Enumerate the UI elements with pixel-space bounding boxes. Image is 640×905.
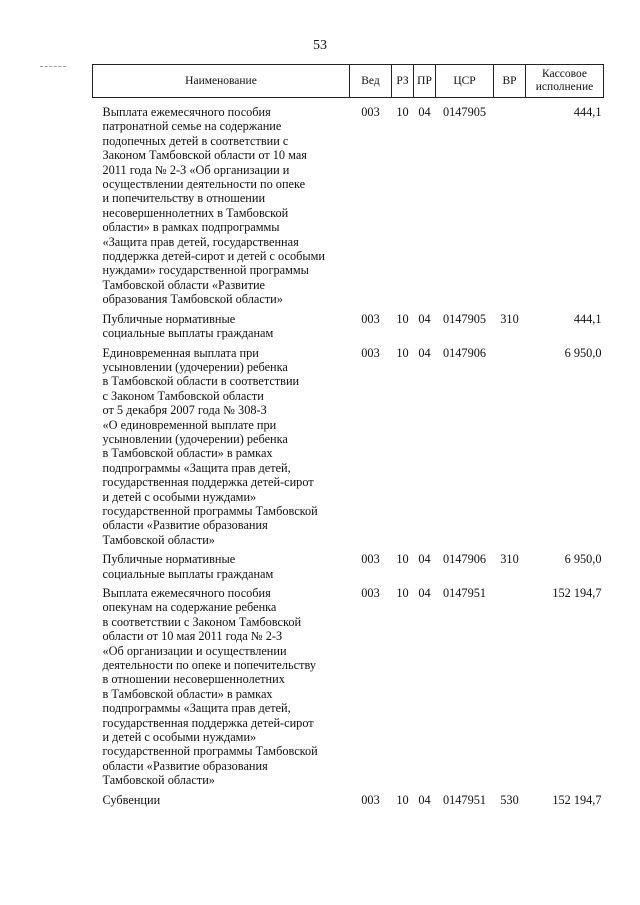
- row-sum: 152 194,7: [552, 586, 602, 600]
- row-ved: 003: [361, 345, 380, 360]
- row-sum: 444,1: [573, 105, 602, 119]
- header-csr: ЦСР: [436, 65, 494, 98]
- row-csr: 0147905: [442, 311, 487, 326]
- row-csr: 0147905: [442, 105, 487, 119]
- row-ved: 003: [361, 552, 380, 567]
- row-ved: 003: [361, 311, 380, 326]
- table-row: [93, 104, 604, 311]
- row-sum: 152 194,7: [552, 792, 602, 807]
- row-vr: 530: [500, 792, 519, 807]
- row-rz: 10: [396, 311, 409, 326]
- row-name: Единовременная выплата при усыновлении (удочерении) ребенка в Тамбовской области в соответствии с Законом Тамбовской области от 5 декабря 2007 года № 308-З «О единовременной выплате при усыновлении (удочерении) ребенка в Тамбовской области» в рамках подпрограммы «Защита прав детей, государственная поддержка детей-сирот и детей с особыми нуждами» государственной программы Тамбовской области «Развитие образования Тамбовской области»: [102, 345, 318, 547]
- table-row: [93, 792, 604, 811]
- row-vr: [494, 345, 526, 552]
- row-vr: [494, 585, 526, 792]
- table-row: [93, 311, 604, 345]
- row-pr: 04: [418, 105, 431, 119]
- row-rz: 10: [396, 552, 409, 567]
- row-pr: 04: [418, 345, 431, 360]
- row-rz: 10: [396, 792, 409, 807]
- budget-table: [92, 64, 604, 811]
- table-row: [93, 585, 604, 792]
- header-sum: Кассовое исполнение: [526, 65, 604, 98]
- row-pr: 04: [418, 552, 431, 567]
- row-sum: 6 950,0: [564, 552, 602, 567]
- row-name: Публичные нормативные социальные выплаты гражданам: [102, 552, 274, 581]
- row-ved: 003: [361, 586, 380, 600]
- row-rz: 10: [396, 345, 409, 360]
- row-name: Публичные нормативные социальные выплаты гражданам: [102, 311, 274, 341]
- header-vr: ВР: [494, 65, 526, 98]
- table-row: [93, 345, 604, 552]
- row-sum: 6 950,0: [564, 345, 602, 360]
- table-row: [93, 551, 604, 585]
- header-pr: ПР: [414, 65, 436, 98]
- row-name: Выплата ежемесячного пособия патронатной семье на содержание подопечных детей в соответствии с Законом Тамбовской области от 10 мая 2011 года № 2-З «Об организации и осуществлении деятельности по опеке и попечительству в отношении несовершеннолетних в Тамбовской области» в рамках подпрограммы «Защита прав детей, государственная поддержка детей-сирот и детей с особыми нуждами» государственной программы Тамбовской области «Развитие образования Тамбовской области»: [102, 105, 325, 307]
- row-pr: 04: [418, 792, 431, 807]
- header-name: Наименование: [93, 65, 350, 98]
- row-vr: 310: [500, 311, 519, 326]
- table-header-row: [93, 65, 604, 98]
- row-rz: 10: [396, 586, 409, 600]
- row-csr: 0147906: [442, 552, 487, 567]
- row-ved: 003: [361, 105, 380, 119]
- row-vr: [494, 104, 526, 311]
- row-csr: 0147951: [442, 586, 487, 600]
- row-name: Субвенции: [102, 792, 161, 807]
- row-sum: 444,1: [573, 311, 602, 326]
- page-number: 53: [313, 38, 327, 53]
- header-ved: Вед: [350, 65, 392, 98]
- row-csr: 0147951: [442, 792, 487, 807]
- row-rz: 10: [396, 105, 409, 119]
- header-rz: РЗ: [392, 65, 414, 98]
- margin-mark: [40, 66, 66, 68]
- row-pr: 04: [418, 586, 431, 600]
- row-name: Выплата ежемесячного пособия опекунам на содержание ребенка в соответствии с Законом Тамбовской области от 10 мая 2011 года № 2-З «Об организации и осуществлении деятельности по опеке и попечительству в отношении несовершеннолетних в Тамбовской области» в рамках подпрограммы «Защита прав детей, государственная поддержка детей-сирот и детей с особыми нуждами» государственной программы Тамбовской области «Развитие образования Тамбовской области»: [102, 586, 318, 788]
- row-ved: 003: [361, 792, 380, 807]
- row-pr: 04: [418, 311, 431, 326]
- row-vr: 310: [500, 552, 519, 567]
- row-csr: 0147906: [442, 345, 487, 360]
